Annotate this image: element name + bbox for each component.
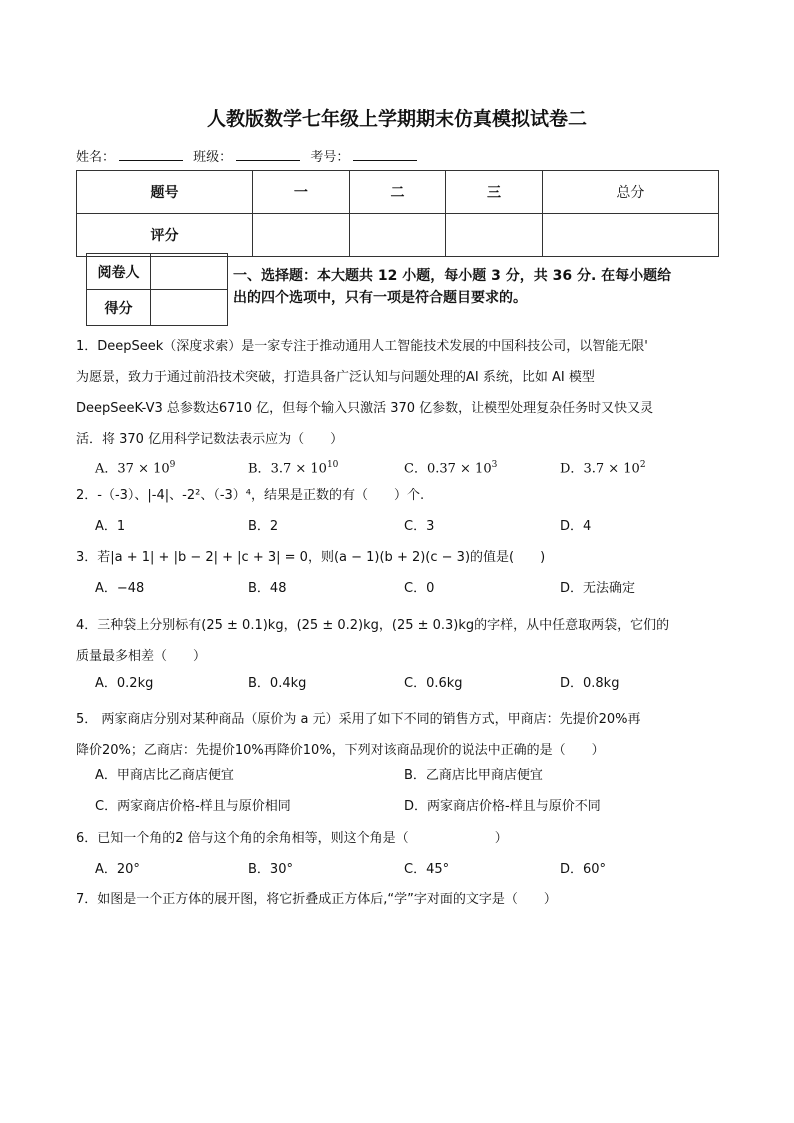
section-score-label: 得分 (87, 290, 151, 326)
exam-no-label: 考号： (310, 150, 350, 165)
reviewer-field[interactable] (151, 254, 228, 290)
q5-option-b[interactable]: B．乙商店比甲商店便宜 (404, 768, 543, 783)
q2-option-b[interactable]: B．2 (248, 519, 279, 534)
question-5-line: 降价20%；乙商店：先提价10%再降价10%，下列对该商品现价的说法中正确的是（ ） (76, 743, 605, 758)
question-7: 7．如图是一个正方体的展开图，将它折叠成正方体后,“学”字对面的文字是（ ） (76, 892, 557, 907)
reviewer-label: 阅卷人 (87, 254, 151, 290)
q3-option-d[interactable]: D．无法确定 (560, 581, 636, 596)
col-header-3: 三 (446, 171, 543, 214)
question-1-line: 为愿景，致力于通过前沿技术突破，打造具备广泛认知与问题处理的AI 系统，比如 AI 模型 (76, 370, 595, 385)
q1-option-a[interactable]: A．$37 \times 10^9$ (95, 460, 176, 477)
section-score-field[interactable] (151, 290, 228, 326)
question-2: 2．-（-3）、|-4|、-2²、（-3）⁴，结果是正数的有（ ）个. (76, 488, 425, 503)
q4-option-d[interactable]: D．0.8kg (560, 676, 620, 691)
q4-option-c[interactable]: C．0.6kg (404, 676, 463, 691)
score-table-score-row (77, 214, 719, 257)
page-title: 人教版数学七年级上学期期末仿真模拟试卷二 (206, 108, 587, 130)
question-4-line: 质量最多相差（ ） (76, 649, 207, 664)
col-header-1: 一 (253, 171, 350, 214)
question-1-line: 1．DeepSeek（深度求索）是一家专注于推动通用人工智能技术发展的中国科技公司，以智能无限' (76, 339, 648, 354)
q4-option-b[interactable]: B．0.4kg (248, 676, 307, 691)
question-4-line: 4．三种袋上分别标有(25 ± 0.1)kg，(25 ± 0.2)kg，(25 ± 0.3)kg的字样，从中任意取两袋，它们的 (76, 618, 670, 633)
q6-option-c[interactable]: C．45° (404, 862, 450, 877)
q1-option-c[interactable]: C．$0.37 \times 10^3$ (404, 460, 498, 477)
score-cell[interactable] (349, 214, 446, 257)
q6-option-a[interactable]: A．20° (95, 862, 140, 877)
question-3: 3．若|a + 1| + |b − 2| + |c + 3| = 0，则(a − 1)(b + 2)(c − 3)的值是( ) (76, 550, 546, 565)
q3-option-c[interactable]: C．0 (404, 581, 435, 596)
name-field[interactable] (119, 146, 183, 161)
section-1-line: 一、选择题：本大题共 12 小题，每小题 3 分，共 36 分. 在每小题给 (233, 268, 672, 284)
q6-option-d[interactable]: D．60° (560, 862, 607, 877)
q4-option-a[interactable]: A．0.2kg (95, 676, 154, 691)
question-6-close: ） (494, 831, 508, 846)
q2-option-a[interactable]: A．1 (95, 519, 126, 534)
score-table (76, 170, 719, 257)
question-6-text: 6．已知一个角的2 倍与这个角的余角相等，则这个角是（ (76, 831, 409, 846)
q5-option-d[interactable]: D．两家商店价格-样且与原价不同 (404, 799, 601, 814)
col-label-cell: 题号 (77, 171, 253, 214)
class-field[interactable] (236, 146, 300, 161)
q2-option-d[interactable]: D．4 (560, 519, 592, 534)
name-label: 姓名： (76, 150, 116, 165)
col-header-2: 二 (349, 171, 446, 214)
section-1-heading (233, 265, 671, 309)
q3-option-a[interactable]: A．−48 (95, 581, 145, 596)
exam-no-field[interactable] (353, 146, 417, 161)
q1-option-b[interactable]: B．$3.7 \times 10^{10}$ (248, 460, 339, 477)
question-4 (76, 610, 669, 672)
question-6 (76, 829, 508, 849)
question-5 (76, 704, 641, 766)
score-cell[interactable] (446, 214, 543, 257)
student-info-line (76, 146, 423, 165)
col-header-total: 总分 (542, 171, 718, 214)
q6-option-b[interactable]: B．30° (248, 862, 293, 877)
section-1-line: 出的四个选项中，只有一项是符合题目要求的。 (233, 290, 527, 306)
question-1-line: DeepSeeK-V3 总参数达6710 亿，但每个输入只激活 370 亿参数，让模型处理复杂任务时又快又灵 (76, 401, 654, 416)
row-label-cell: 评分 (77, 214, 253, 257)
question-1-line: 活．将 370 亿用科学记数法表示应为（ ） (76, 432, 344, 447)
q3-option-b[interactable]: B．48 (248, 581, 287, 596)
score-cell[interactable] (542, 214, 718, 257)
question-1 (76, 331, 653, 455)
class-label: 班级： (193, 150, 233, 165)
q5-option-c[interactable]: C．两家商店价格-样且与原价相同 (95, 799, 291, 814)
q2-option-c[interactable]: C．3 (404, 519, 435, 534)
q1-option-d[interactable]: D．$3.7 \times 10^2$ (560, 460, 646, 477)
score-table-header-row (77, 171, 719, 214)
q5-option-a[interactable]: A．甲商店比乙商店便宜 (95, 768, 234, 783)
question-5-line: 5． 两家商店分别对某种商品（原价为 a 元）采用了如下不同的销售方式，甲商店：先提价20%再 (76, 712, 641, 727)
reviewer-box (86, 253, 228, 326)
score-cell[interactable] (253, 214, 350, 257)
